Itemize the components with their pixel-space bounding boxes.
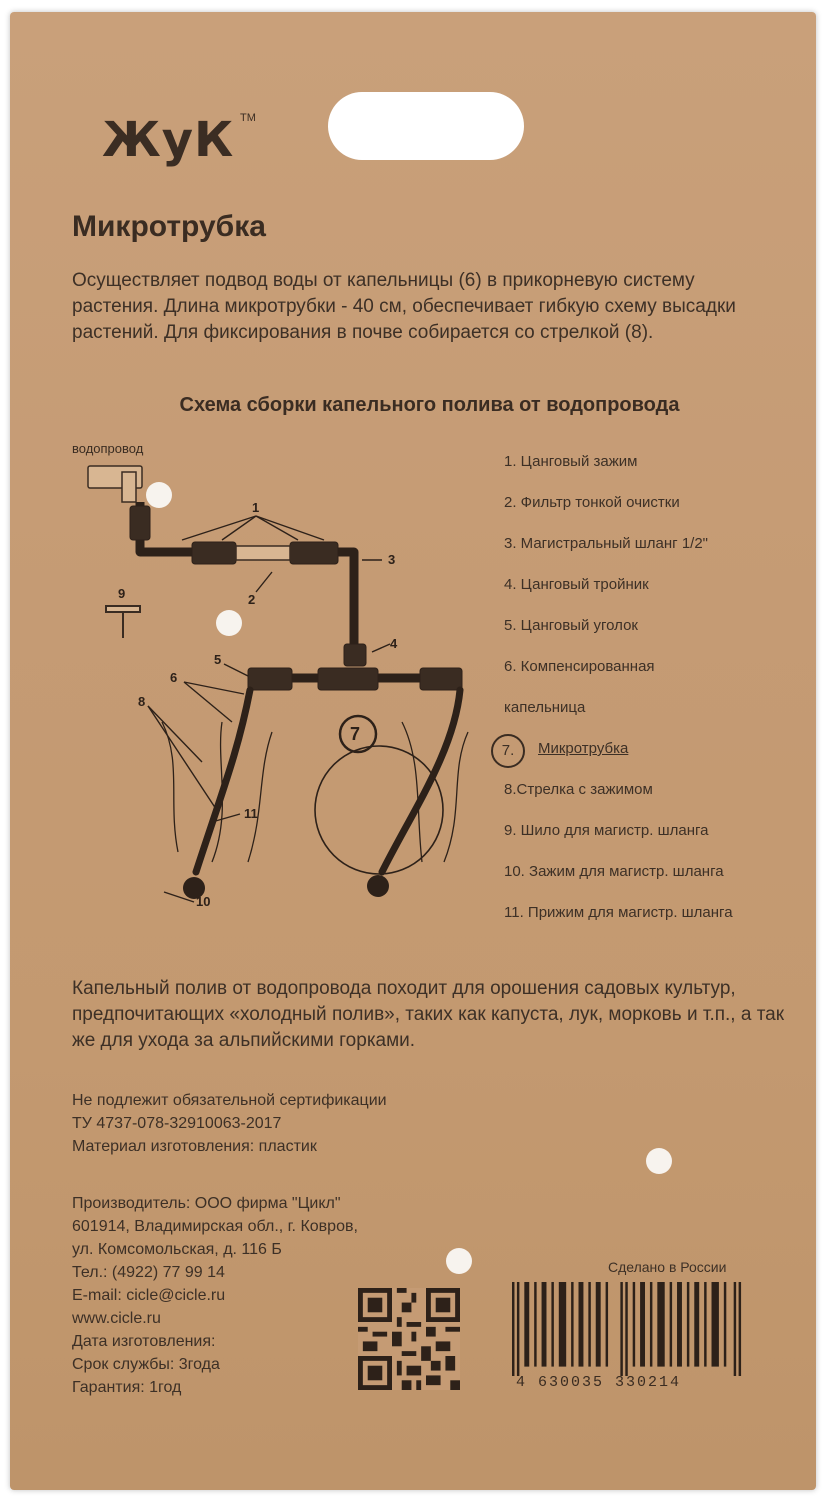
- assembly-diagram: [72, 432, 492, 912]
- legend-item: 9. Шило для магистр. шланга: [504, 822, 709, 839]
- callout-10: 10: [196, 894, 211, 909]
- legend-item: капельница: [504, 699, 586, 716]
- made-in-label: Сделано в России: [608, 1259, 727, 1275]
- callout-5: 5: [214, 652, 222, 667]
- magnifier-circle: [315, 746, 443, 874]
- certification-info: [72, 1089, 387, 1158]
- maker-line: ул. Комсомольская, д. 116 Б: [72, 1241, 282, 1258]
- qr-code: [358, 1288, 460, 1390]
- legend-highlight-label: Микротрубка: [538, 740, 629, 757]
- callout-1: 1: [252, 500, 260, 515]
- callout-4: 4: [390, 636, 398, 651]
- cert-line: Не подлежит обязательной сертификации: [72, 1092, 387, 1109]
- maker-line: Гарантия: 1год: [72, 1379, 182, 1396]
- legend-item: 3. Магистральный шланг 1/2": [504, 535, 708, 552]
- cert-line: ТУ 4737-078-32910063-2017: [72, 1115, 282, 1132]
- product-title: Микротрубка: [72, 210, 266, 243]
- maker-line: 601914, Владимирская обл., г. Ковров,: [72, 1218, 358, 1235]
- maker-line: E-mail: cicle@cicle.ru: [72, 1287, 226, 1304]
- water-tap-label: водопровод: [72, 441, 144, 456]
- spike-icon: [106, 606, 140, 638]
- callout-11: 11: [244, 806, 258, 821]
- brand-logo: ЖуК: [102, 112, 235, 168]
- legend-item: 8.Стрелка с зажимом: [504, 781, 653, 798]
- legend-number-circled: 7.: [491, 734, 525, 768]
- trademark-mark: TM: [240, 112, 256, 124]
- callout-7: 7: [350, 724, 361, 744]
- callout-8: 8: [138, 694, 146, 709]
- barcode-number: 4 630035 330214: [516, 1374, 682, 1391]
- legend-item: 4. Цанговый тройник: [504, 576, 649, 593]
- end-clamps: [183, 875, 389, 899]
- maker-line: www.cicle.ru: [72, 1310, 161, 1327]
- legend-item: 2. Фильтр тонкой очистки: [504, 494, 680, 511]
- punch-hole: [646, 1148, 672, 1174]
- maker-line: Тел.: (4922) 77 99 14: [72, 1264, 225, 1281]
- manufacturer-info: [72, 1192, 358, 1399]
- barcode-icon: [512, 1282, 746, 1376]
- legend-item: 11. Прижим для магистр. шланга: [504, 904, 733, 921]
- maker-line: Производитель: ООО фирма "Цикл": [72, 1195, 341, 1212]
- punch-hole: [446, 1248, 472, 1274]
- callout-9: 9: [118, 586, 126, 601]
- usage-description: Капельный полив от водопровода походит для орошения садовых культур, предпочитающих «холодный полив», таких как капуста, лук, морковь и т.п., а так же для ухода за альпийскими горками.: [72, 978, 785, 1051]
- callout-6: 6: [170, 670, 178, 685]
- fittings: [130, 506, 462, 690]
- water-tap-icon: [88, 466, 142, 502]
- legend-item-highlight: [501, 740, 629, 759]
- legend-item: 5. Цанговый уголок: [504, 617, 638, 634]
- filter-icon: [236, 546, 290, 560]
- callout-2: 2: [248, 592, 256, 607]
- main-hose: [140, 502, 458, 678]
- legend-item: 10. Зажим для магистр. шланга: [504, 863, 724, 880]
- callout-3: 3: [388, 552, 396, 567]
- legend-item: 6. Компенсированная: [504, 658, 655, 675]
- cert-line: Материал изготовления: пластик: [72, 1138, 317, 1155]
- maker-line: Дата изготовления:: [72, 1333, 216, 1350]
- scheme-title: Схема сборки капельного полива от водопровода: [179, 394, 680, 416]
- maker-line: Срок службы: 3года: [72, 1356, 220, 1373]
- product-description: Осуществляет подвод воды от капельницы (6) в прикорневую систему растения. Длина микротрубки - 40 см, обеспечивает гибкую схему высадки растений. Для фиксирования в почве собирается со стрелкой (8).: [72, 270, 736, 343]
- product-card: [10, 12, 816, 1490]
- legend-item: 1. Цанговый зажим: [504, 453, 638, 470]
